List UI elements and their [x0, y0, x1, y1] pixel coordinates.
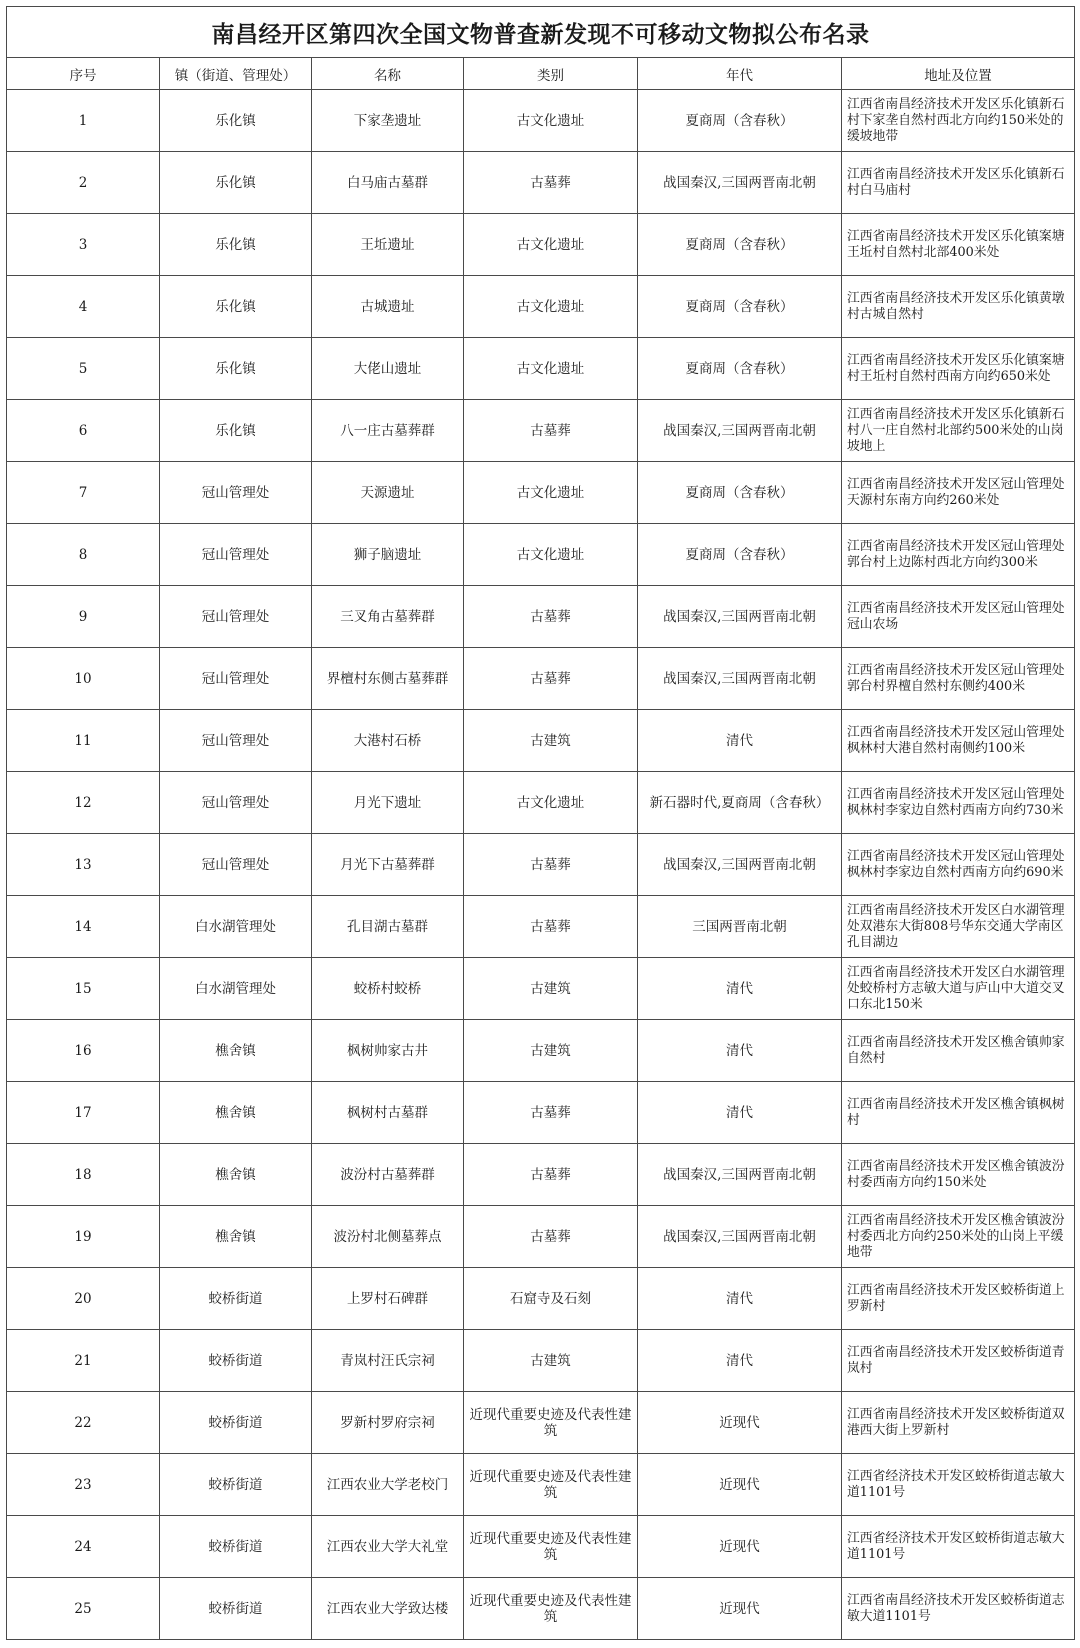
cell-no: 23 [7, 1454, 160, 1516]
cell-town: 冠山管理处 [160, 772, 312, 834]
cell-address: 江西省南昌经济技术开发区蛟桥街道上罗新村 [842, 1268, 1075, 1330]
cell-town: 蛟桥街道 [160, 1516, 312, 1578]
table-row [7, 958, 1075, 1020]
cell-address: 江西省南昌经济技术开发区冠山管理处枫林村大港自然村南侧约100米 [842, 710, 1075, 772]
cell-name: 江西农业大学致达楼 [312, 1578, 464, 1640]
cell-town: 樵舍镇 [160, 1206, 312, 1268]
cell-town: 樵舍镇 [160, 1020, 312, 1082]
cell-name: 蛟桥村蛟桥 [312, 958, 464, 1020]
cell-no: 22 [7, 1392, 160, 1454]
cell-name: 枫树帅家古井 [312, 1020, 464, 1082]
cell-category: 石窟寺及石刻 [464, 1268, 638, 1330]
cell-name: 界檀村东侧古墓葬群 [312, 648, 464, 710]
cell-town: 樵舍镇 [160, 1144, 312, 1206]
cell-category: 古墓葬 [464, 896, 638, 958]
table-row [7, 1206, 1075, 1268]
cell-category: 古文化遗址 [464, 462, 638, 524]
cell-name: 月光下古墓葬群 [312, 834, 464, 896]
cell-category: 近现代重要史迹及代表性建筑 [464, 1392, 638, 1454]
cell-town: 乐化镇 [160, 400, 312, 462]
cell-name: 白马庙古墓群 [312, 152, 464, 214]
cell-era: 清代 [638, 1268, 842, 1330]
cell-name: 孔目湖古墓群 [312, 896, 464, 958]
cell-town: 乐化镇 [160, 90, 312, 152]
table-row [7, 152, 1075, 214]
cell-era: 近现代 [638, 1516, 842, 1578]
cell-town: 乐化镇 [160, 276, 312, 338]
cell-address: 江西省南昌经济技术开发区乐化镇案塘村王坵村自然村西南方向约650米处 [842, 338, 1075, 400]
cell-name: 三叉角古墓葬群 [312, 586, 464, 648]
cell-town: 白水湖管理处 [160, 896, 312, 958]
cell-category: 古文化遗址 [464, 524, 638, 586]
table-row [7, 710, 1075, 772]
cell-category: 古墓葬 [464, 648, 638, 710]
cell-no: 6 [7, 400, 160, 462]
cell-town: 冠山管理处 [160, 834, 312, 896]
cell-category: 古文化遗址 [464, 90, 638, 152]
cell-town: 蛟桥街道 [160, 1330, 312, 1392]
cell-era: 清代 [638, 710, 842, 772]
cell-name: 天源遗址 [312, 462, 464, 524]
cell-category: 近现代重要史迹及代表性建筑 [464, 1454, 638, 1516]
cell-name: 罗新村罗府宗祠 [312, 1392, 464, 1454]
cell-era: 夏商周（含春秋） [638, 214, 842, 276]
cell-category: 古文化遗址 [464, 772, 638, 834]
cell-address: 江西省南昌经济技术开发区蛟桥街道志敏大道1101号 [842, 1578, 1075, 1640]
cell-no: 13 [7, 834, 160, 896]
cell-address: 江西省南昌经济技术开发区樵舍镇波汾村委西南方向约150米处 [842, 1144, 1075, 1206]
cell-address: 江西省南昌经济技术开发区乐化镇案塘王坵村自然村北部400米处 [842, 214, 1075, 276]
header-row [7, 58, 1075, 90]
cell-era: 战国秦汉,三国两晋南北朝 [638, 400, 842, 462]
cell-name: 下家垄遗址 [312, 90, 464, 152]
cell-era: 夏商周（含春秋） [638, 462, 842, 524]
cell-category: 古建筑 [464, 958, 638, 1020]
cell-address: 江西省南昌经济技术开发区樵舍镇枫树村 [842, 1082, 1075, 1144]
cell-no: 14 [7, 896, 160, 958]
table-row [7, 214, 1075, 276]
table-row [7, 462, 1075, 524]
cell-category: 古文化遗址 [464, 214, 638, 276]
cell-era: 清代 [638, 1082, 842, 1144]
cell-name: 波汾村北侧墓葬点 [312, 1206, 464, 1268]
header-town: 镇（街道、管理处） [160, 58, 312, 90]
cell-name: 大港村石桥 [312, 710, 464, 772]
cell-address: 江西省南昌经济技术开发区蛟桥街道双港西大街上罗新村 [842, 1392, 1075, 1454]
table-row [7, 648, 1075, 710]
cell-name: 江西农业大学老校门 [312, 1454, 464, 1516]
header-no: 序号 [7, 58, 160, 90]
cell-era: 近现代 [638, 1454, 842, 1516]
table-row [7, 400, 1075, 462]
cell-no: 11 [7, 710, 160, 772]
table-row [7, 1330, 1075, 1392]
cell-town: 冠山管理处 [160, 648, 312, 710]
cell-era: 战国秦汉,三国两晋南北朝 [638, 152, 842, 214]
cell-no: 9 [7, 586, 160, 648]
cell-category: 古墓葬 [464, 1206, 638, 1268]
cell-era: 战国秦汉,三国两晋南北朝 [638, 834, 842, 896]
table-row [7, 1392, 1075, 1454]
cell-name: 枫树村古墓群 [312, 1082, 464, 1144]
cell-era: 清代 [638, 958, 842, 1020]
cell-address: 江西省南昌经济技术开发区冠山管理处天源村东南方向约260米处 [842, 462, 1075, 524]
cell-address: 江西省南昌经济技术开发区乐化镇新石村八一庄自然村北部约500米处的山岗坡地上 [842, 400, 1075, 462]
cell-category: 古墓葬 [464, 1082, 638, 1144]
cell-town: 乐化镇 [160, 214, 312, 276]
table-row [7, 586, 1075, 648]
cell-town: 蛟桥街道 [160, 1454, 312, 1516]
cell-category: 古建筑 [464, 1020, 638, 1082]
cell-era: 清代 [638, 1020, 842, 1082]
table-row [7, 772, 1075, 834]
cell-address: 江西省南昌经济技术开发区冠山管理处冠山农场 [842, 586, 1075, 648]
header-era: 年代 [638, 58, 842, 90]
cell-address: 江西省南昌经济技术开发区乐化镇新石村白马庙村 [842, 152, 1075, 214]
cell-name: 月光下遗址 [312, 772, 464, 834]
cell-address: 江西省南昌经济技术开发区乐化镇黄墩村古城自然村 [842, 276, 1075, 338]
table-row [7, 276, 1075, 338]
cell-address: 江西省经济技术开发区蛟桥街道志敏大道1101号 [842, 1516, 1075, 1578]
table-row [7, 834, 1075, 896]
cell-era: 夏商周（含春秋） [638, 90, 842, 152]
cell-name: 大佬山遗址 [312, 338, 464, 400]
cell-town: 冠山管理处 [160, 586, 312, 648]
cell-era: 战国秦汉,三国两晋南北朝 [638, 1144, 842, 1206]
cell-era: 清代 [638, 1330, 842, 1392]
cell-name: 波汾村古墓葬群 [312, 1144, 464, 1206]
cell-town: 乐化镇 [160, 152, 312, 214]
cell-era: 夏商周（含春秋） [638, 524, 842, 586]
cell-town: 樵舍镇 [160, 1082, 312, 1144]
header-name: 名称 [312, 58, 464, 90]
cell-address: 江西省南昌经济技术开发区白水湖管理处双港东大街808号华东交通大学南区孔目湖边 [842, 896, 1075, 958]
cell-address: 江西省南昌经济技术开发区冠山管理处枫林村李家边自然村西南方向约730米 [842, 772, 1075, 834]
relics-table [6, 6, 1075, 1640]
cell-town: 白水湖管理处 [160, 958, 312, 1020]
cell-era: 三国两晋南北朝 [638, 896, 842, 958]
cell-town: 冠山管理处 [160, 710, 312, 772]
cell-town: 乐化镇 [160, 338, 312, 400]
cell-no: 3 [7, 214, 160, 276]
cell-town: 冠山管理处 [160, 524, 312, 586]
cell-no: 12 [7, 772, 160, 834]
cell-no: 8 [7, 524, 160, 586]
table-row [7, 1454, 1075, 1516]
table-row [7, 1144, 1075, 1206]
cell-category: 古文化遗址 [464, 276, 638, 338]
document-title: 南昌经开区第四次全国文物普查新发现不可移动文物拟公布名录 [7, 7, 1075, 58]
cell-category: 古墓葬 [464, 400, 638, 462]
cell-address: 江西省南昌经济技术开发区樵舍镇帅家自然村 [842, 1020, 1075, 1082]
cell-category: 古建筑 [464, 710, 638, 772]
cell-town: 蛟桥街道 [160, 1268, 312, 1330]
cell-address: 江西省南昌经济技术开发区乐化镇新石村下家垄自然村西北方向约150米处的缓坡地带 [842, 90, 1075, 152]
table-row [7, 896, 1075, 958]
cell-era: 新石器时代,夏商周（含春秋） [638, 772, 842, 834]
cell-no: 10 [7, 648, 160, 710]
cell-town: 蛟桥街道 [160, 1578, 312, 1640]
header-category: 类别 [464, 58, 638, 90]
cell-town: 冠山管理处 [160, 462, 312, 524]
table-row [7, 1268, 1075, 1330]
cell-no: 24 [7, 1516, 160, 1578]
cell-address: 江西省南昌经济技术开发区冠山管理处枫林村李家边自然村西南方向约690米 [842, 834, 1075, 896]
cell-category: 古文化遗址 [464, 338, 638, 400]
cell-address: 江西省经济技术开发区蛟桥街道志敏大道1101号 [842, 1454, 1075, 1516]
cell-era: 近现代 [638, 1578, 842, 1640]
cell-address: 江西省南昌经济技术开发区冠山管理处郭台村上边陈村西北方向约300米 [842, 524, 1075, 586]
cell-name: 八一庄古墓葬群 [312, 400, 464, 462]
cell-no: 15 [7, 958, 160, 1020]
cell-category: 近现代重要史迹及代表性建筑 [464, 1578, 638, 1640]
cell-no: 4 [7, 276, 160, 338]
table-row [7, 1020, 1075, 1082]
cell-era: 夏商周（含春秋） [638, 338, 842, 400]
cell-no: 1 [7, 90, 160, 152]
cell-category: 古墓葬 [464, 586, 638, 648]
cell-category: 古墓葬 [464, 152, 638, 214]
cell-no: 19 [7, 1206, 160, 1268]
cell-no: 20 [7, 1268, 160, 1330]
header-address: 地址及位置 [842, 58, 1075, 90]
cell-category: 古墓葬 [464, 1144, 638, 1206]
cell-address: 江西省南昌经济技术开发区樵舍镇波汾村委西北方向约250米处的山岗上平缓地带 [842, 1206, 1075, 1268]
cell-no: 18 [7, 1144, 160, 1206]
cell-name: 青岚村汪氏宗祠 [312, 1330, 464, 1392]
cell-no: 25 [7, 1578, 160, 1640]
cell-town: 蛟桥街道 [160, 1392, 312, 1454]
cell-no: 21 [7, 1330, 160, 1392]
table-row [7, 1082, 1075, 1144]
table-row [7, 524, 1075, 586]
table-row [7, 1516, 1075, 1578]
cell-era: 战国秦汉,三国两晋南北朝 [638, 586, 842, 648]
table-row [7, 338, 1075, 400]
table-row [7, 1578, 1075, 1640]
cell-address: 江西省南昌经济技术开发区白水湖管理处蛟桥村方志敏大道与庐山中大道交叉口东北150米 [842, 958, 1075, 1020]
cell-category: 古墓葬 [464, 834, 638, 896]
table-row [7, 90, 1075, 152]
cell-name: 狮子脑遗址 [312, 524, 464, 586]
cell-name: 上罗村石碑群 [312, 1268, 464, 1330]
cell-name: 王坵遗址 [312, 214, 464, 276]
cell-no: 7 [7, 462, 160, 524]
relics-list-document [6, 6, 1074, 1642]
cell-address: 江西省南昌经济技术开发区冠山管理处郭台村界檀自然村东侧约400米 [842, 648, 1075, 710]
cell-era: 近现代 [638, 1392, 842, 1454]
cell-no: 16 [7, 1020, 160, 1082]
cell-no: 5 [7, 338, 160, 400]
table-body [7, 90, 1075, 1640]
cell-name: 古城遗址 [312, 276, 464, 338]
cell-no: 2 [7, 152, 160, 214]
cell-era: 战国秦汉,三国两晋南北朝 [638, 1206, 842, 1268]
cell-era: 战国秦汉,三国两晋南北朝 [638, 648, 842, 710]
cell-address: 江西省南昌经济技术开发区蛟桥街道青岚村 [842, 1330, 1075, 1392]
cell-era: 夏商周（含春秋） [638, 276, 842, 338]
cell-category: 古建筑 [464, 1330, 638, 1392]
cell-category: 近现代重要史迹及代表性建筑 [464, 1516, 638, 1578]
cell-name: 江西农业大学大礼堂 [312, 1516, 464, 1578]
cell-no: 17 [7, 1082, 160, 1144]
